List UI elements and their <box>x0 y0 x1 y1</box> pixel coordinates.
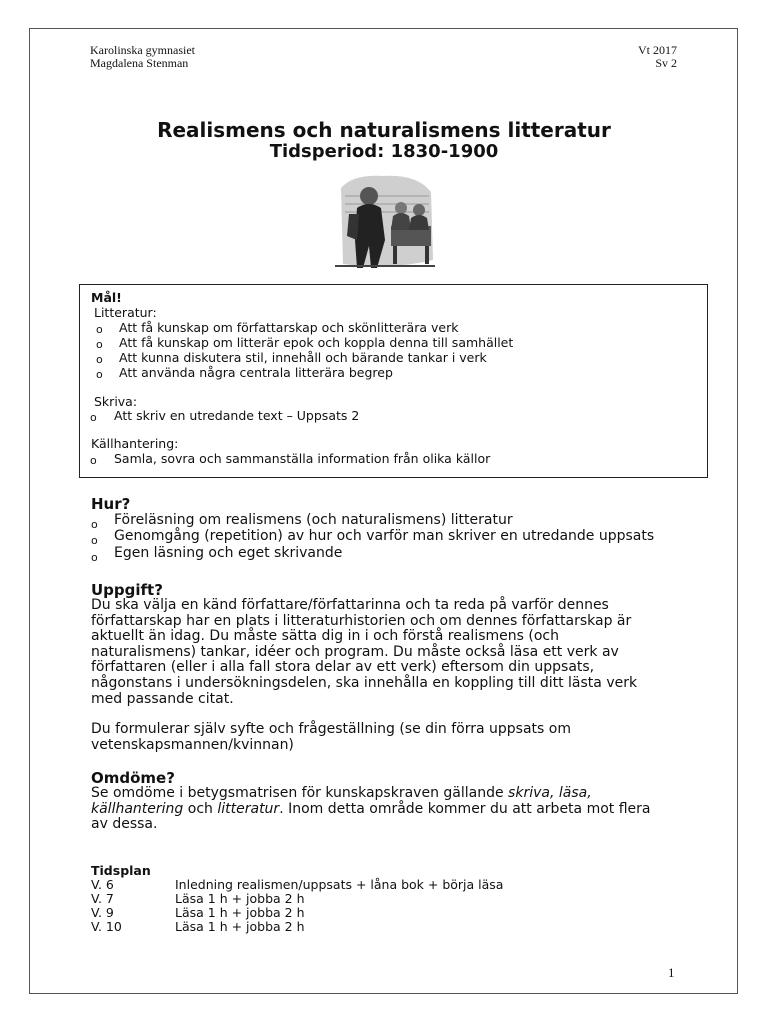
omdome-emphasis: källhantering <box>91 800 184 817</box>
hur-heading: Hur? <box>91 495 131 513</box>
bullet-icon: o <box>90 454 97 467</box>
bullet-icon: o <box>90 411 97 424</box>
omdome-line <box>91 786 592 802</box>
tidsplan-week: V. 7 <box>91 891 114 906</box>
uppgift-line: Du ska välja en känd författare/författarinna och ta reda på varför dennes <box>91 597 609 613</box>
tidsplan-week: V. 6 <box>91 877 114 892</box>
tidsplan-text: Läsa 1 h + jobba 2 h <box>175 905 305 920</box>
omdome-heading: Omdöme? <box>91 769 175 787</box>
header-right <box>620 44 677 70</box>
bullet-icon: o <box>91 534 98 547</box>
tidsplan-text: Läsa 1 h + jobba 2 h <box>175 919 305 934</box>
uppgift-line: naturalismens) tankar, idéer och program. Du måste också läsa ett verk av <box>91 643 619 660</box>
goal-item: Att få kunskap om litterär epok och koppla denna till samhället <box>119 335 514 350</box>
omdome-line <box>91 802 651 818</box>
goals-box <box>79 284 708 478</box>
omdome-emphasis: skriva, läsa, <box>508 785 592 801</box>
header-left <box>90 44 195 70</box>
term: Vt 2017 <box>638 43 677 57</box>
uppgift-line: med passande citat. <box>91 690 234 707</box>
uppgift-line: Du formulerar själv syfte och frågeställning (se din förra uppsats om <box>91 721 571 737</box>
goal-item: Att använda några centrala litterära begrep <box>119 365 393 380</box>
page-title: Realismens och naturalismens litteratur <box>157 118 611 142</box>
omdome-text: och <box>183 800 218 817</box>
uppgift-line: författarskap har en plats i litteraturhistorien och om dennes författarskap är <box>91 612 632 629</box>
omdome-line: av dessa. <box>91 816 158 833</box>
school-name: Karolinska gymnasiet <box>90 43 195 57</box>
goal-item: Samla, sovra och sammanställa information från olika källor <box>114 451 491 466</box>
tidsplan-text: Läsa 1 h + jobba 2 h <box>175 891 305 906</box>
hur-item: Föreläsning om realismens (och naturalismens) litteratur <box>114 512 513 528</box>
page-subtitle: Tidsperiod: 1830-1900 <box>269 141 499 162</box>
author-name: Magdalena Stenman <box>90 56 189 70</box>
bullet-icon: o <box>91 518 98 531</box>
bullet-icon: o <box>96 323 103 336</box>
goal-item: Att få kunskap om författarskap och skönlitterära verk <box>119 320 459 335</box>
omdome-text: . Inom detta område kommer du att arbeta mot flera <box>279 800 651 817</box>
uppgift-line: författaren (eller i alla fall stora delar av ett verk) eftersom din uppsats, <box>91 659 595 676</box>
hur-item: Genomgång (repetition) av hur och varför man skriver en utredande uppsats <box>114 528 655 544</box>
omdome-emphasis: litteratur <box>217 800 280 817</box>
omdome-text: Se omdöme i betygsmatrisen för kunskapskraven gällande <box>91 785 509 801</box>
bullet-icon: o <box>96 338 103 351</box>
course: Sv 2 <box>655 56 677 70</box>
goal-item: Att skriv en utredande text – Uppsats 2 <box>114 408 360 423</box>
bullet-icon: o <box>91 551 98 564</box>
uppgift-line: aktuellt än idag. Du måste sätta dig in i och förstå realismens (och <box>91 628 559 645</box>
goal-item: Att kunna diskutera stil, innehåll och bärande tankar i verk <box>119 350 487 365</box>
engraving-illustration <box>333 170 437 272</box>
uppgift-line: någonstans i undersökningsdelen, ska innehålla en koppling till ditt lästa verk <box>91 675 638 691</box>
goals-skriva-label: Skriva: <box>94 394 138 409</box>
goals-litteratur-label: Litteratur: <box>94 305 157 320</box>
goals-heading: Mål! <box>91 290 122 305</box>
uppgift-line: vetenskapsmannen/kvinnan) <box>91 736 294 753</box>
hur-item: Egen läsning och eget skrivande <box>114 545 343 561</box>
bullet-icon: o <box>96 368 103 381</box>
tidsplan-week: V. 9 <box>91 905 114 920</box>
bullet-icon: o <box>96 353 103 366</box>
tidsplan-text: Inledning realismen/uppsats + låna bok + börja läsa <box>175 877 504 892</box>
tidsplan-heading: Tidsplan <box>91 863 151 878</box>
goals-kall-label: Källhantering: <box>91 436 179 451</box>
page-number: 1 <box>668 965 675 980</box>
uppgift-heading: Uppgift? <box>91 581 163 599</box>
tidsplan-week: V. 10 <box>91 919 122 934</box>
